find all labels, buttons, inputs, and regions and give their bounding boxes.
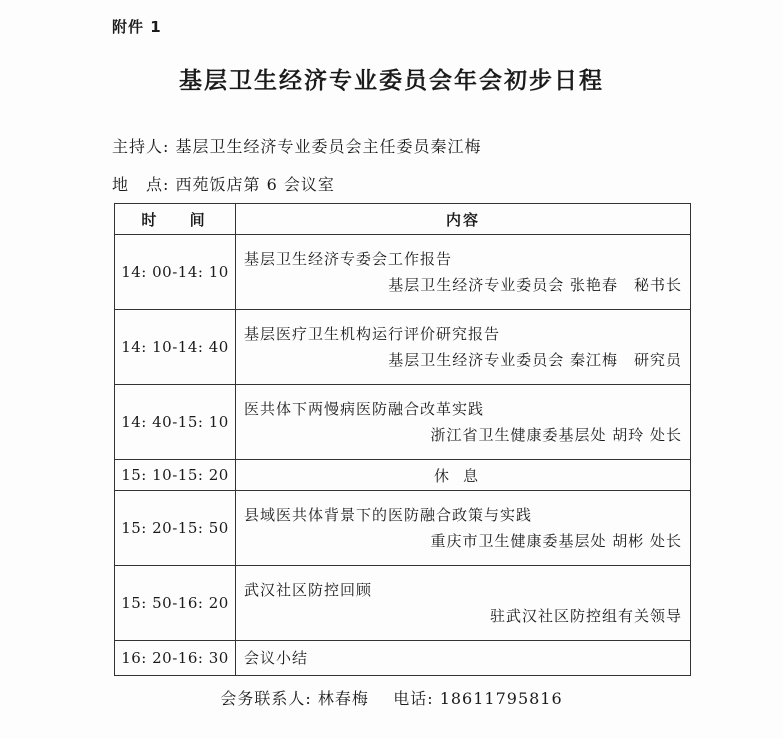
row-time: 14: 40-15: 10 bbox=[115, 385, 236, 460]
row-content bbox=[236, 235, 691, 310]
header-content: 内容 bbox=[236, 204, 691, 235]
attachment-label: 附件 1 bbox=[112, 18, 162, 36]
item-speaker: 驻武汉社区防控组有关领导 bbox=[489, 607, 682, 625]
host-line bbox=[112, 134, 482, 157]
row-time: 15: 20-15: 50 bbox=[115, 491, 236, 566]
table-row bbox=[115, 310, 691, 385]
item-speaker: 基层卫生经济专业委员会 张艳春 秘书长 bbox=[388, 276, 682, 294]
row-time: 15: 10-15: 20 bbox=[115, 460, 236, 491]
document-title: 基层卫生经济专业委员会年会初步日程 bbox=[179, 68, 604, 94]
host-label: 主持人: bbox=[112, 137, 170, 156]
row-time: 14: 00-14: 10 bbox=[115, 235, 236, 310]
item-title: 医共体下两慢病医防融合改革实践 bbox=[244, 400, 485, 418]
header-time: 时 间 bbox=[115, 204, 236, 235]
phone-label: 电话: bbox=[393, 689, 434, 708]
row-content bbox=[236, 641, 691, 676]
table-row bbox=[115, 235, 691, 310]
table-row bbox=[115, 385, 691, 460]
table-row bbox=[115, 460, 691, 491]
place-line bbox=[112, 172, 335, 195]
phone-number: 18611795816 bbox=[439, 689, 563, 708]
table-header-row bbox=[115, 204, 691, 235]
row-time: 16: 20-16: 30 bbox=[115, 641, 236, 676]
contact-name: 林春梅 bbox=[317, 689, 369, 708]
row-content bbox=[236, 460, 691, 491]
place-value: 西苑饭店第 6 会议室 bbox=[175, 175, 335, 194]
contact-line bbox=[0, 686, 783, 709]
row-content bbox=[236, 385, 691, 460]
row-time: 15: 50-16: 20 bbox=[115, 566, 236, 641]
item-title: 县域医共体背景下的医防融合政策与实践 bbox=[244, 506, 533, 524]
item-title: 基层卫生经济专委会工作报告 bbox=[244, 250, 453, 268]
table-row bbox=[115, 566, 691, 641]
host-value: 基层卫生经济专业委员会主任委员秦江梅 bbox=[175, 137, 482, 156]
row-content bbox=[236, 566, 691, 641]
row-content bbox=[236, 491, 691, 566]
place-label: 地 点: bbox=[112, 175, 170, 194]
table-row bbox=[115, 641, 691, 676]
row-content bbox=[236, 310, 691, 385]
item-speaker: 基层卫生经济专业委员会 秦江梅 研究员 bbox=[388, 351, 682, 369]
contact-label: 会务联系人: bbox=[220, 689, 312, 708]
break-label: 休息 bbox=[433, 466, 492, 485]
schedule-table bbox=[114, 203, 691, 676]
item-title: 武汉社区防控回顾 bbox=[244, 581, 373, 599]
row-time: 14: 10-14: 40 bbox=[115, 310, 236, 385]
item-speaker: 浙江省卫生健康委基层处 胡玲 处长 bbox=[430, 426, 682, 444]
item-speaker: 重庆市卫生健康委基层处 胡彬 处长 bbox=[430, 532, 682, 550]
item-title: 会议小结 bbox=[244, 649, 309, 667]
item-title: 基层医疗卫生机构运行评价研究报告 bbox=[244, 325, 501, 343]
table-row bbox=[115, 491, 691, 566]
